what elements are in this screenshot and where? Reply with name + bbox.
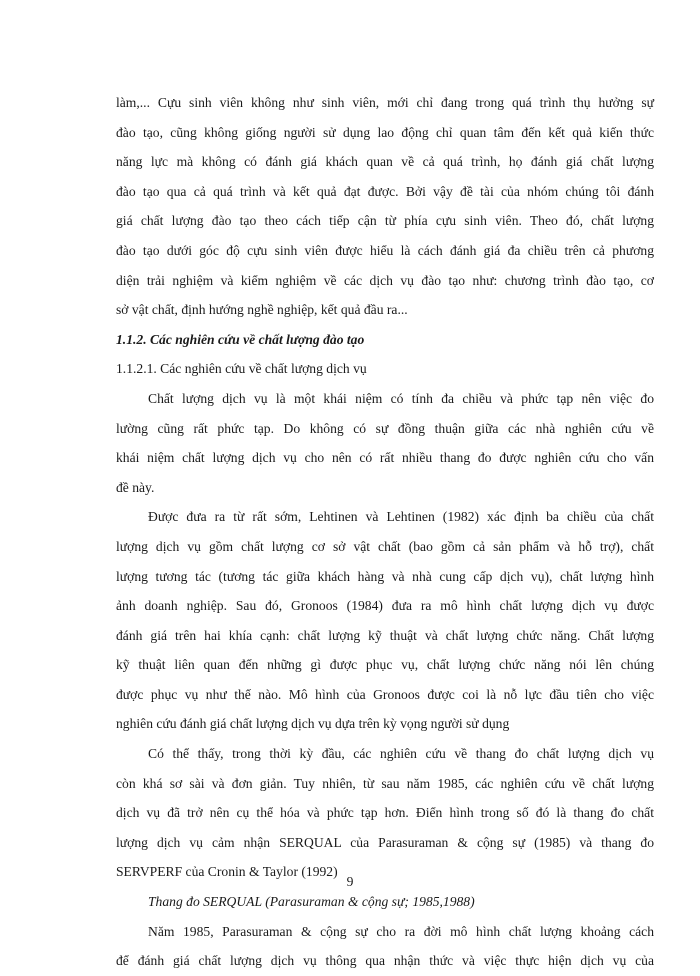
body-line: Có thể thấy, trong thời kỳ đầu, các nghiên cứu về thang đo chất lượng dịch vụ (148, 746, 654, 762)
body-line: để đánh giá chất lượng dịch vụ thông qua nhận thức và việc thực hiện dịch vụ của (116, 953, 654, 969)
body-line: Được đưa ra từ rất sớm, Lehtinen và Lehtinen (1982) xác định ba chiều của chất (148, 509, 654, 525)
body-line: SERVPERF của Cronin & Taylor (1992) (116, 864, 338, 880)
body-line: sở vật chất, định hướng nghề nghiệp, kết quả đầu ra... (116, 302, 408, 318)
subsection-heading: 1.1.2.1. Các nghiên cứu về chất lượng dịch vụ (116, 361, 367, 377)
body-line: ảnh doanh nghiệp. Sau đó, Gronoos (1984) đưa ra mô hình chất lượng dịch vụ được (116, 598, 654, 614)
body-line: đề này. (116, 479, 155, 495)
document-page (116, 88, 654, 976)
body-line: dịch vụ đã trở nên cụ thể hóa và phức tạp hơn. Điển hình trong số đó là thang đo chất (116, 805, 654, 821)
body-line: đánh giá trên hai khía cạnh: chất lượng kỹ thuật và chất lượng chức năng. Chất lượng (116, 627, 654, 643)
body-line: làm,... Cựu sinh viên không như sinh viên, mới chỉ đang trong quá trình thụ hưởng sự (116, 95, 654, 110)
body-line: kỹ thuật liên quan đến những gì được phục vụ, chất lượng chức năng nói lên chúng (116, 657, 654, 673)
italic-subtitle: Thang đo SERQUAL (Parasuraman & cộng sự; 1985,1988) (148, 894, 475, 910)
body-line: còn khá sơ sài và đơn giản. Tuy nhiên, từ sau năm 1985, các nghiên cứu về chất lượng (116, 775, 654, 791)
body-line: giá chất lượng đào tạo theo cách tiếp cận từ phía cựu sinh viên. Theo đó, chất lượng (116, 213, 654, 229)
body-line: khái niệm chất lượng dịch vụ cho nên có rất nhiều thang đo được nghiên cứu cho vấn (116, 450, 654, 466)
body-line: đào tạo qua cả quá trình và kết quả đạt được. Bởi vậy đề tài của nhóm chúng tôi đánh (116, 183, 654, 199)
body-line: Chất lượng dịch vụ là một khái niệm có tính đa chiều và phức tạp nên việc đo (148, 390, 654, 406)
body-line: nghiên cứu đánh giá chất lượng dịch vụ dựa trên kỳ vọng người sử dụng (116, 716, 510, 732)
body-line: năng lực mà không có đánh giá khách quan về cả quá trình, họ đánh giá chất lượng (116, 154, 654, 170)
body-line: lượng tương tác (tương tác giữa khách hàng và nhà cung cấp dịch vụ), chất lượng hình (116, 568, 654, 584)
section-heading: 1.1.2. Các nghiên cứu về chất lượng đào tạo (116, 331, 365, 347)
body-line: Năm 1985, Parasuraman & cộng sự cho ra đời mô hình chất lượng khoảng cách (148, 923, 654, 939)
body-line: đào tạo, cũng không giống người sử dụng lao động chỉ quan tâm đến kết quả kiến thức (116, 124, 654, 140)
body-line: lường cũng rất phức tạp. Do không có sự đồng thuận giữa các nhà nghiên cứu về (116, 420, 654, 436)
page-number: 9 (346, 874, 354, 889)
body-line: diện trải nghiệm và kiểm nghiệm về các dịch vụ đào tạo như: chương trình đào tạo, cơ (116, 272, 654, 288)
body-line: lượng dịch vụ cảm nhận SERQUAL của Parasuraman & cộng sự (1985) và thang đo (116, 834, 654, 850)
body-line: lượng dịch vụ gồm chất lượng cơ sở vật chất (bao gồm cả sản phẩm và hỗ trợ), chất (116, 538, 654, 554)
body-line: được phục vụ như thế nào. Mô hình của Gronoos được coi là nỗ lực đầu tiên cho việc (116, 686, 654, 702)
body-line: đào tạo dưới góc độ cựu sinh viên được hiểu là cách đánh giá đa chiều trên cả phương (116, 242, 654, 258)
